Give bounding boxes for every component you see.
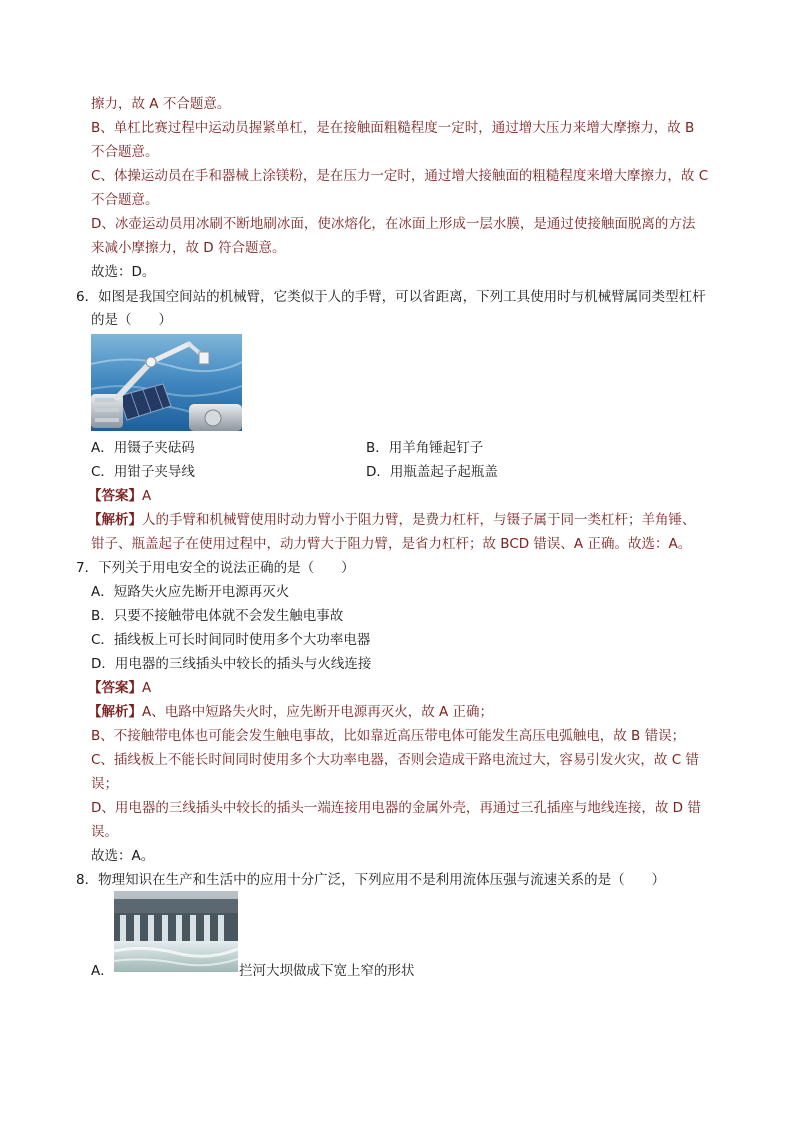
- q7-option-d: D．用电器的三线插头中较长的插头与火线连接: [91, 656, 372, 672]
- q7-analysis-line-4: 误；: [91, 776, 118, 792]
- q7-stem: 7．下列关于用电安全的说法正确的是（ ）: [76, 560, 355, 576]
- q5-conclusion: 故选：D。: [91, 264, 156, 280]
- q6-stem-line-1: 6．如图是我国空间站的机械臂，它类似于人的手臂，可以省距离，下列工具使用时与机械臂属同类型杠杆: [76, 289, 706, 305]
- dam-illustration: [114, 891, 238, 972]
- q6-option-c: C．用钳子夹导线: [91, 464, 195, 480]
- q6-answer-value: A: [142, 488, 152, 504]
- q6-option-a: A．用镊子夹砝码: [91, 440, 195, 456]
- dam-image: [114, 891, 238, 972]
- q7-conclusion: 故选：A。: [91, 848, 155, 864]
- q7-option-c: C．插线板上可长时间同时使用多个大功率电器: [91, 632, 371, 648]
- q5-analysis-line-7: 来减小摩擦力，故 D 符合题意。: [91, 240, 286, 256]
- q6-option-d: D．用瓶盖起子起瓶盖: [366, 464, 498, 480]
- q7-analysis-line-3: C、插线板上不能长时间同时使用多个大功率电器，否则会造成干路电流过大，容易引发火灾，故 C 错: [91, 752, 699, 768]
- q6-analysis-line-1: [88, 510, 696, 530]
- q5-analysis-line-5: 不合题意。: [91, 192, 159, 208]
- q7-analysis-line-2: B、不接触带电体也可能会发生触电事故，比如靠近高压带电体可能发生高压电弧触电，故 B 错误；: [91, 728, 686, 744]
- q5-analysis-line-6: D、冰壶运动员用冰刷不断地刷冰面，使冰熔化，在冰面上形成一层水膜，是通过使接触面脱离的方法: [91, 216, 696, 232]
- q5-analysis-line-3: 不合题意。: [91, 144, 159, 160]
- q6-answer-tag: 【答案】: [88, 488, 142, 504]
- q6-option-b: B．用羊角锤起钉子: [366, 440, 484, 456]
- space-station-robotic-arm-image: [91, 334, 242, 431]
- q7-option-b: B．只要不接触带电体就不会发生触电事故: [91, 608, 344, 624]
- q5-analysis-line-2: B、单杠比赛过程中运动员握紧单杠，是在接触面粗糙程度一定时，通过增大压力来增大摩擦力，故 B: [91, 120, 695, 136]
- q7-analysis-line-5: D、用电器的三线插头中较长的插头一端连接用电器的金属外壳，再通过三孔插座与地线连接，故 D 错: [91, 800, 701, 816]
- q6-analysis-text-1: 人的手臂和机械臂使用时动力臂小于阻力臂，是费力杠杆，与镊子属于同一类杠杆；羊角锤、: [142, 512, 696, 528]
- space-station-illustration: [91, 334, 242, 431]
- q7-analysis-text-1: A、电路中短路失火时，应先断开电源再灭火，故 A 正确；: [142, 704, 494, 720]
- q7-analysis-line-6: 误。: [91, 824, 118, 840]
- q7-answer-tag: 【答案】: [88, 680, 142, 696]
- q8-stem: 8．物理知识在生产和生活中的应用十分广泛，下列应用不是利用流体压强与流速关系的是（ ）: [76, 872, 666, 888]
- q8-option-a-label: A．: [91, 963, 114, 979]
- q7-analysis-tag: 【解析】: [88, 704, 142, 720]
- q7-answer-value: A: [142, 680, 152, 696]
- q6-stem-line-2: 的是（ ）: [91, 312, 172, 328]
- q6-analysis-line-2: 钳子、瓶盖起子在使用过程中，动力臂大于阻力臂，是省力杠杆；故 BCD 错误、A 正确。故选：A。: [91, 536, 692, 552]
- q6-answer: [88, 486, 151, 506]
- q8-option-a-text: 拦河大坝做成下宽上窄的形状: [239, 963, 415, 979]
- q7-option-a: A．短路失火应先断开电源再灭火: [91, 584, 290, 600]
- q5-analysis-line-4: C、体操运动员在手和器械上涂镁粉，是在压力一定时，通过增大接触面的粗糙程度来增大摩擦力，故 C: [91, 168, 709, 184]
- q7-answer: [88, 678, 151, 698]
- q6-analysis-tag: 【解析】: [88, 512, 142, 528]
- q7-analysis-line-1: [88, 702, 493, 722]
- q5-analysis-line-1: 擦力，故 A 不合题意。: [91, 96, 231, 112]
